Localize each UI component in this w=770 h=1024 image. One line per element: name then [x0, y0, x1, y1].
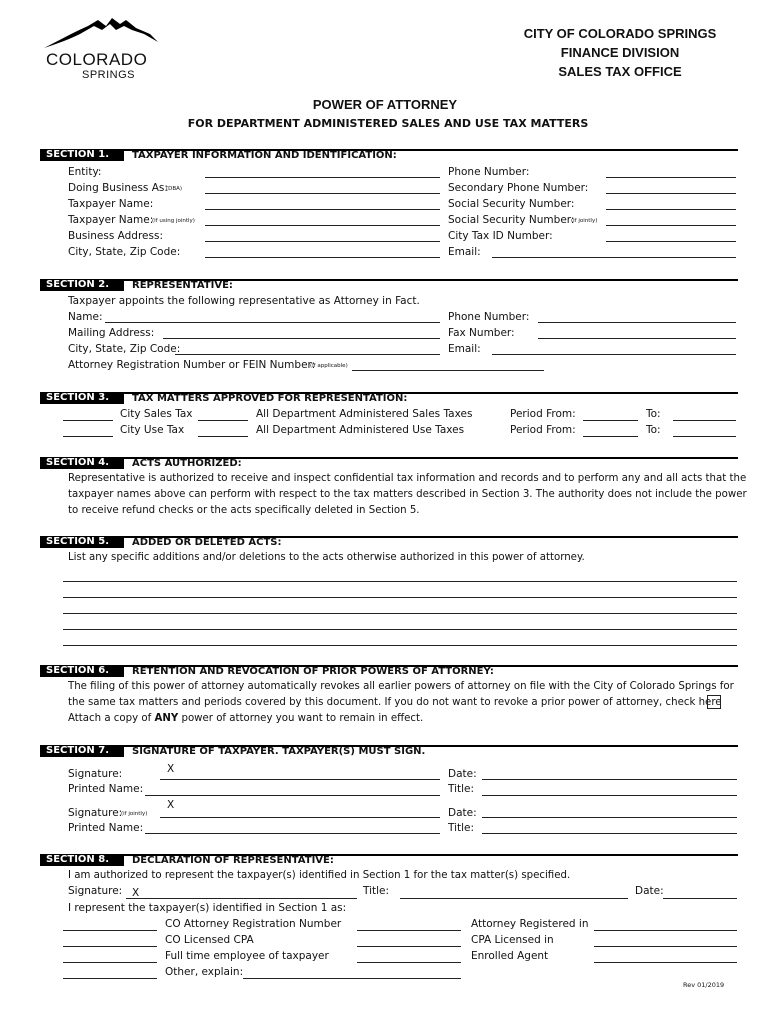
city-sales-tax-check[interactable] [63, 420, 113, 421]
s8-signature-field[interactable] [126, 898, 357, 899]
s7-signature2-note: (if jointly) [121, 811, 148, 817]
all-use-tax-check[interactable] [198, 436, 248, 437]
s5-line-5[interactable] [63, 645, 737, 646]
s2-intro: Taxpayer appoints the following representative as Attorney in Fact. [68, 295, 420, 307]
business-address-label: Business Address: [68, 230, 163, 242]
enrolled-agent-check[interactable] [357, 962, 461, 963]
s7-printed-name2-field[interactable] [145, 833, 440, 834]
sales-period-to-field[interactable] [673, 420, 736, 421]
city-tax-id-field[interactable] [606, 241, 736, 242]
dba-note: (DBA) [166, 186, 183, 192]
use-period-to-label: To: [646, 424, 661, 436]
secondary-phone-field[interactable] [606, 193, 736, 194]
s8-intro: I am authorized to represent the taxpayer(s) identified in Section 1 for the tax matter(s) specified. [68, 870, 571, 881]
rep-name-label: Name: [68, 311, 103, 323]
rep-city-label: City, State, Zip Code: [68, 343, 181, 355]
s6-line3 [68, 714, 423, 724]
city-use-tax-check[interactable] [63, 436, 113, 437]
s7-title2-field[interactable] [482, 833, 737, 834]
city-state-zip-field[interactable] [205, 257, 440, 258]
header-org-line2: FINANCE DIVISION [560, 45, 680, 60]
s6-line3-post: power of attorney you want to remain in effect. [178, 713, 424, 724]
s8-represent: I represent the taxpayer(s) identified in Section 1 as: [68, 902, 347, 914]
s7-date-field[interactable] [482, 779, 737, 780]
email-field[interactable] [492, 257, 736, 258]
section-8-title: DECLARATION OF REPRESENTATIVE: [132, 855, 334, 866]
section-4-title: ACTS AUTHORIZED: [132, 458, 242, 469]
logo-line1: COLORADO [46, 50, 148, 69]
section-8-header [40, 854, 738, 866]
s7-title-field[interactable] [482, 795, 737, 796]
city-tax-id-label: City Tax ID Number: [448, 230, 553, 242]
section-3-title: TAX MATTERS APPROVED FOR REPRESENTATION: [132, 393, 408, 404]
s7-x-mark: X [167, 763, 175, 775]
co-attorney-check[interactable] [63, 930, 157, 931]
rep-mailing-field[interactable] [163, 338, 440, 339]
s6-line1: The filing of this power of attorney automatically revokes all earlier powers of attorney on file with the City of Colorado Springs for [68, 681, 734, 692]
s7-title2-label: Title: [448, 822, 475, 834]
s7-printed-name2-label: Printed Name: [68, 822, 144, 834]
all-sales-tax-check[interactable] [198, 420, 248, 421]
rep-attorney-reg-field[interactable] [352, 370, 544, 371]
mountain-logo-icon [40, 14, 175, 54]
all-sales-tax-label: All Department Administered Sales Taxes [256, 408, 473, 420]
s6-line3-pre: Attach a copy of [68, 713, 155, 724]
rep-city-field[interactable] [175, 354, 440, 355]
taxpayer-name2-label: Taxpayer Name: [68, 214, 154, 226]
rep-attorney-reg-note: (if applicable) [310, 363, 348, 369]
taxpayer-name-label: Taxpayer Name: [68, 198, 154, 210]
s4-line1: Representative is authorized to receive and inspect confidential tax information and records and to perform any and all acts that the [68, 473, 747, 484]
section-8-label: SECTION 8. [40, 854, 124, 866]
s7-printed-name-label: Printed Name: [68, 783, 144, 795]
city-use-tax-label: City Use Tax [120, 424, 185, 436]
footer-rev: Rev 01/2019 [683, 981, 725, 989]
section-3-header [40, 392, 738, 404]
ssn-label: Social Security Number: [448, 198, 575, 210]
section-5-title: ADDED OR DELETED ACTS: [132, 537, 282, 548]
use-period-to-field[interactable] [673, 436, 736, 437]
entity-field[interactable] [205, 177, 440, 178]
revoke-prior-checkbox[interactable] [707, 695, 721, 709]
other-label: Other, explain: [165, 966, 244, 978]
sales-period-to-label: To: [646, 408, 661, 420]
entity-label: Entity: [68, 166, 102, 178]
cpa-licensed-field[interactable] [594, 946, 737, 947]
phone-label: Phone Number: [448, 166, 530, 178]
cpa-licensed-label: CPA Licensed in [471, 934, 554, 946]
s8-signature-label: Signature: [68, 885, 123, 897]
rep-attorney-reg-label: Attorney Registration Number or FEIN Number: [68, 359, 316, 371]
full-time-check[interactable] [63, 962, 157, 963]
s7-date-label: Date: [448, 768, 477, 780]
enrolled-agent-field[interactable] [594, 962, 737, 963]
section-1-title: TAXPAYER INFORMATION AND IDENTIFICATION: [132, 150, 397, 161]
attorney-registered-label: Attorney Registered in [471, 918, 589, 930]
s5-line-3[interactable] [63, 613, 737, 614]
taxpayer-name2-note: (if using jointly) [152, 218, 195, 224]
rep-fax-field[interactable] [538, 338, 736, 339]
s5-line-1[interactable] [63, 581, 737, 582]
sales-period-from-label: Period From: [510, 408, 576, 420]
s7-signature-label: Signature: [68, 768, 123, 780]
rep-mailing-label: Mailing Address: [68, 327, 155, 339]
s7-date2-field[interactable] [482, 817, 737, 818]
section-1-label: SECTION 1. [40, 149, 124, 161]
s4-line2: taxpayer names above can perform with respect to the tax matters described in Section 3. The authority does not include the power [68, 489, 747, 500]
section-6-header [40, 665, 738, 677]
city-logo [40, 14, 175, 84]
attorney-registered-check[interactable] [357, 930, 461, 931]
co-cpa-label: CO Licensed CPA [165, 934, 254, 946]
s7-signature-field[interactable] [160, 779, 440, 780]
rep-phone-field[interactable] [538, 322, 736, 323]
taxpayer-name2-field[interactable] [205, 225, 440, 226]
section-7-label: SECTION 7. [40, 745, 124, 757]
header-org-line1: CITY OF COLORADO SPRINGS [523, 26, 717, 41]
section-1-header [40, 149, 738, 161]
s5-line-4[interactable] [63, 629, 737, 630]
s8-title-label: Title: [363, 885, 390, 897]
secondary-phone-label: Secondary Phone Number: [448, 182, 589, 194]
co-attorney-label: CO Attorney Registration Number [165, 918, 342, 930]
use-period-from-field[interactable] [583, 436, 638, 437]
s8-title-field[interactable] [400, 898, 628, 899]
email-label: Email: [448, 246, 481, 258]
s7-x-mark-2: X [167, 799, 175, 811]
section-6-title: RETENTION AND REVOCATION OF PRIOR POWERS OF ATTORNEY: [132, 666, 494, 677]
s7-title-label: Title: [448, 783, 475, 795]
ssn2-label: Social Security Number: [448, 214, 575, 226]
all-use-tax-label: All Department Administered Use Taxes [256, 424, 465, 436]
ssn-field[interactable] [606, 209, 736, 210]
rep-email-label: Email: [448, 343, 481, 355]
page-title: POWER OF ATTORNEY [312, 97, 458, 112]
section-5-label: SECTION 5. [40, 536, 124, 548]
enrolled-agent-label: Enrolled Agent [471, 950, 549, 962]
section-6-label: SECTION 6. [40, 665, 124, 677]
full-time-label: Full time employee of taxpayer [165, 950, 329, 962]
dba-field[interactable] [205, 193, 440, 194]
ssn2-note: (if jointly) [571, 218, 598, 224]
rep-name-field[interactable] [105, 322, 440, 323]
section-7-header [40, 745, 738, 757]
section-7-title: SIGNATURE OF TAXPAYER. TAXPAYER(S) MUST SIGN. [132, 746, 426, 757]
city-state-zip-label: City, State, Zip Code: [68, 246, 181, 258]
rep-fax-label: Fax Number: [448, 327, 515, 339]
section-4-header [40, 457, 738, 469]
dba-label: Doing Business As: [68, 182, 168, 194]
section-4-label: SECTION 4. [40, 457, 124, 469]
s8-date-field[interactable] [663, 898, 737, 899]
business-address-field[interactable] [205, 241, 440, 242]
s6-line2: the same tax matters and periods covered by this document. If you do not want to revoke a prior power of attorney, check here [68, 697, 722, 708]
section-5-header [40, 536, 738, 548]
s7-printed-name-field[interactable] [145, 795, 440, 796]
sales-period-from-field[interactable] [583, 420, 638, 421]
rep-email-field[interactable] [492, 354, 736, 355]
s7-signature2-label: Signature: [68, 807, 123, 819]
other-explain-field[interactable] [243, 978, 461, 979]
header-org-line3: SALES TAX OFFICE [558, 64, 682, 79]
use-period-from-label: Period From: [510, 424, 576, 436]
city-sales-tax-label: City Sales Tax [120, 408, 193, 420]
other-check[interactable] [63, 978, 157, 979]
s4-line3: to receive refund checks or the acts specifically deleted in Section 5. [68, 505, 420, 516]
taxpayer-name-field[interactable] [205, 209, 440, 210]
s5-line-2[interactable] [63, 597, 737, 598]
s7-date2-label: Date: [448, 807, 477, 819]
s6-line3-bold: ANY [154, 713, 179, 724]
section-2-title: REPRESENTATIVE: [132, 280, 233, 291]
ssn2-field[interactable] [606, 225, 736, 226]
co-cpa-check[interactable] [63, 946, 157, 947]
attorney-registered-field[interactable] [594, 930, 737, 931]
logo-line2: SPRINGS [82, 69, 136, 81]
s7-signature2-field[interactable] [160, 817, 440, 818]
page-subtitle: FOR DEPARTMENT ADMINISTERED SALES AND USE TAX MATTERS [187, 117, 589, 130]
rep-phone-label: Phone Number: [448, 311, 530, 323]
section-2-label: SECTION 2. [40, 279, 124, 291]
cpa-licensed-check[interactable] [357, 946, 461, 947]
phone-field[interactable] [606, 177, 736, 178]
section-3-label: SECTION 3. [40, 392, 124, 404]
s8-date-label: Date: [635, 885, 664, 897]
s8-x-mark: X [132, 887, 140, 899]
section-2-header [40, 279, 738, 291]
s5-intro: List any specific additions and/or deletions to the acts otherwise authorized in this power of attorney. [68, 552, 585, 563]
